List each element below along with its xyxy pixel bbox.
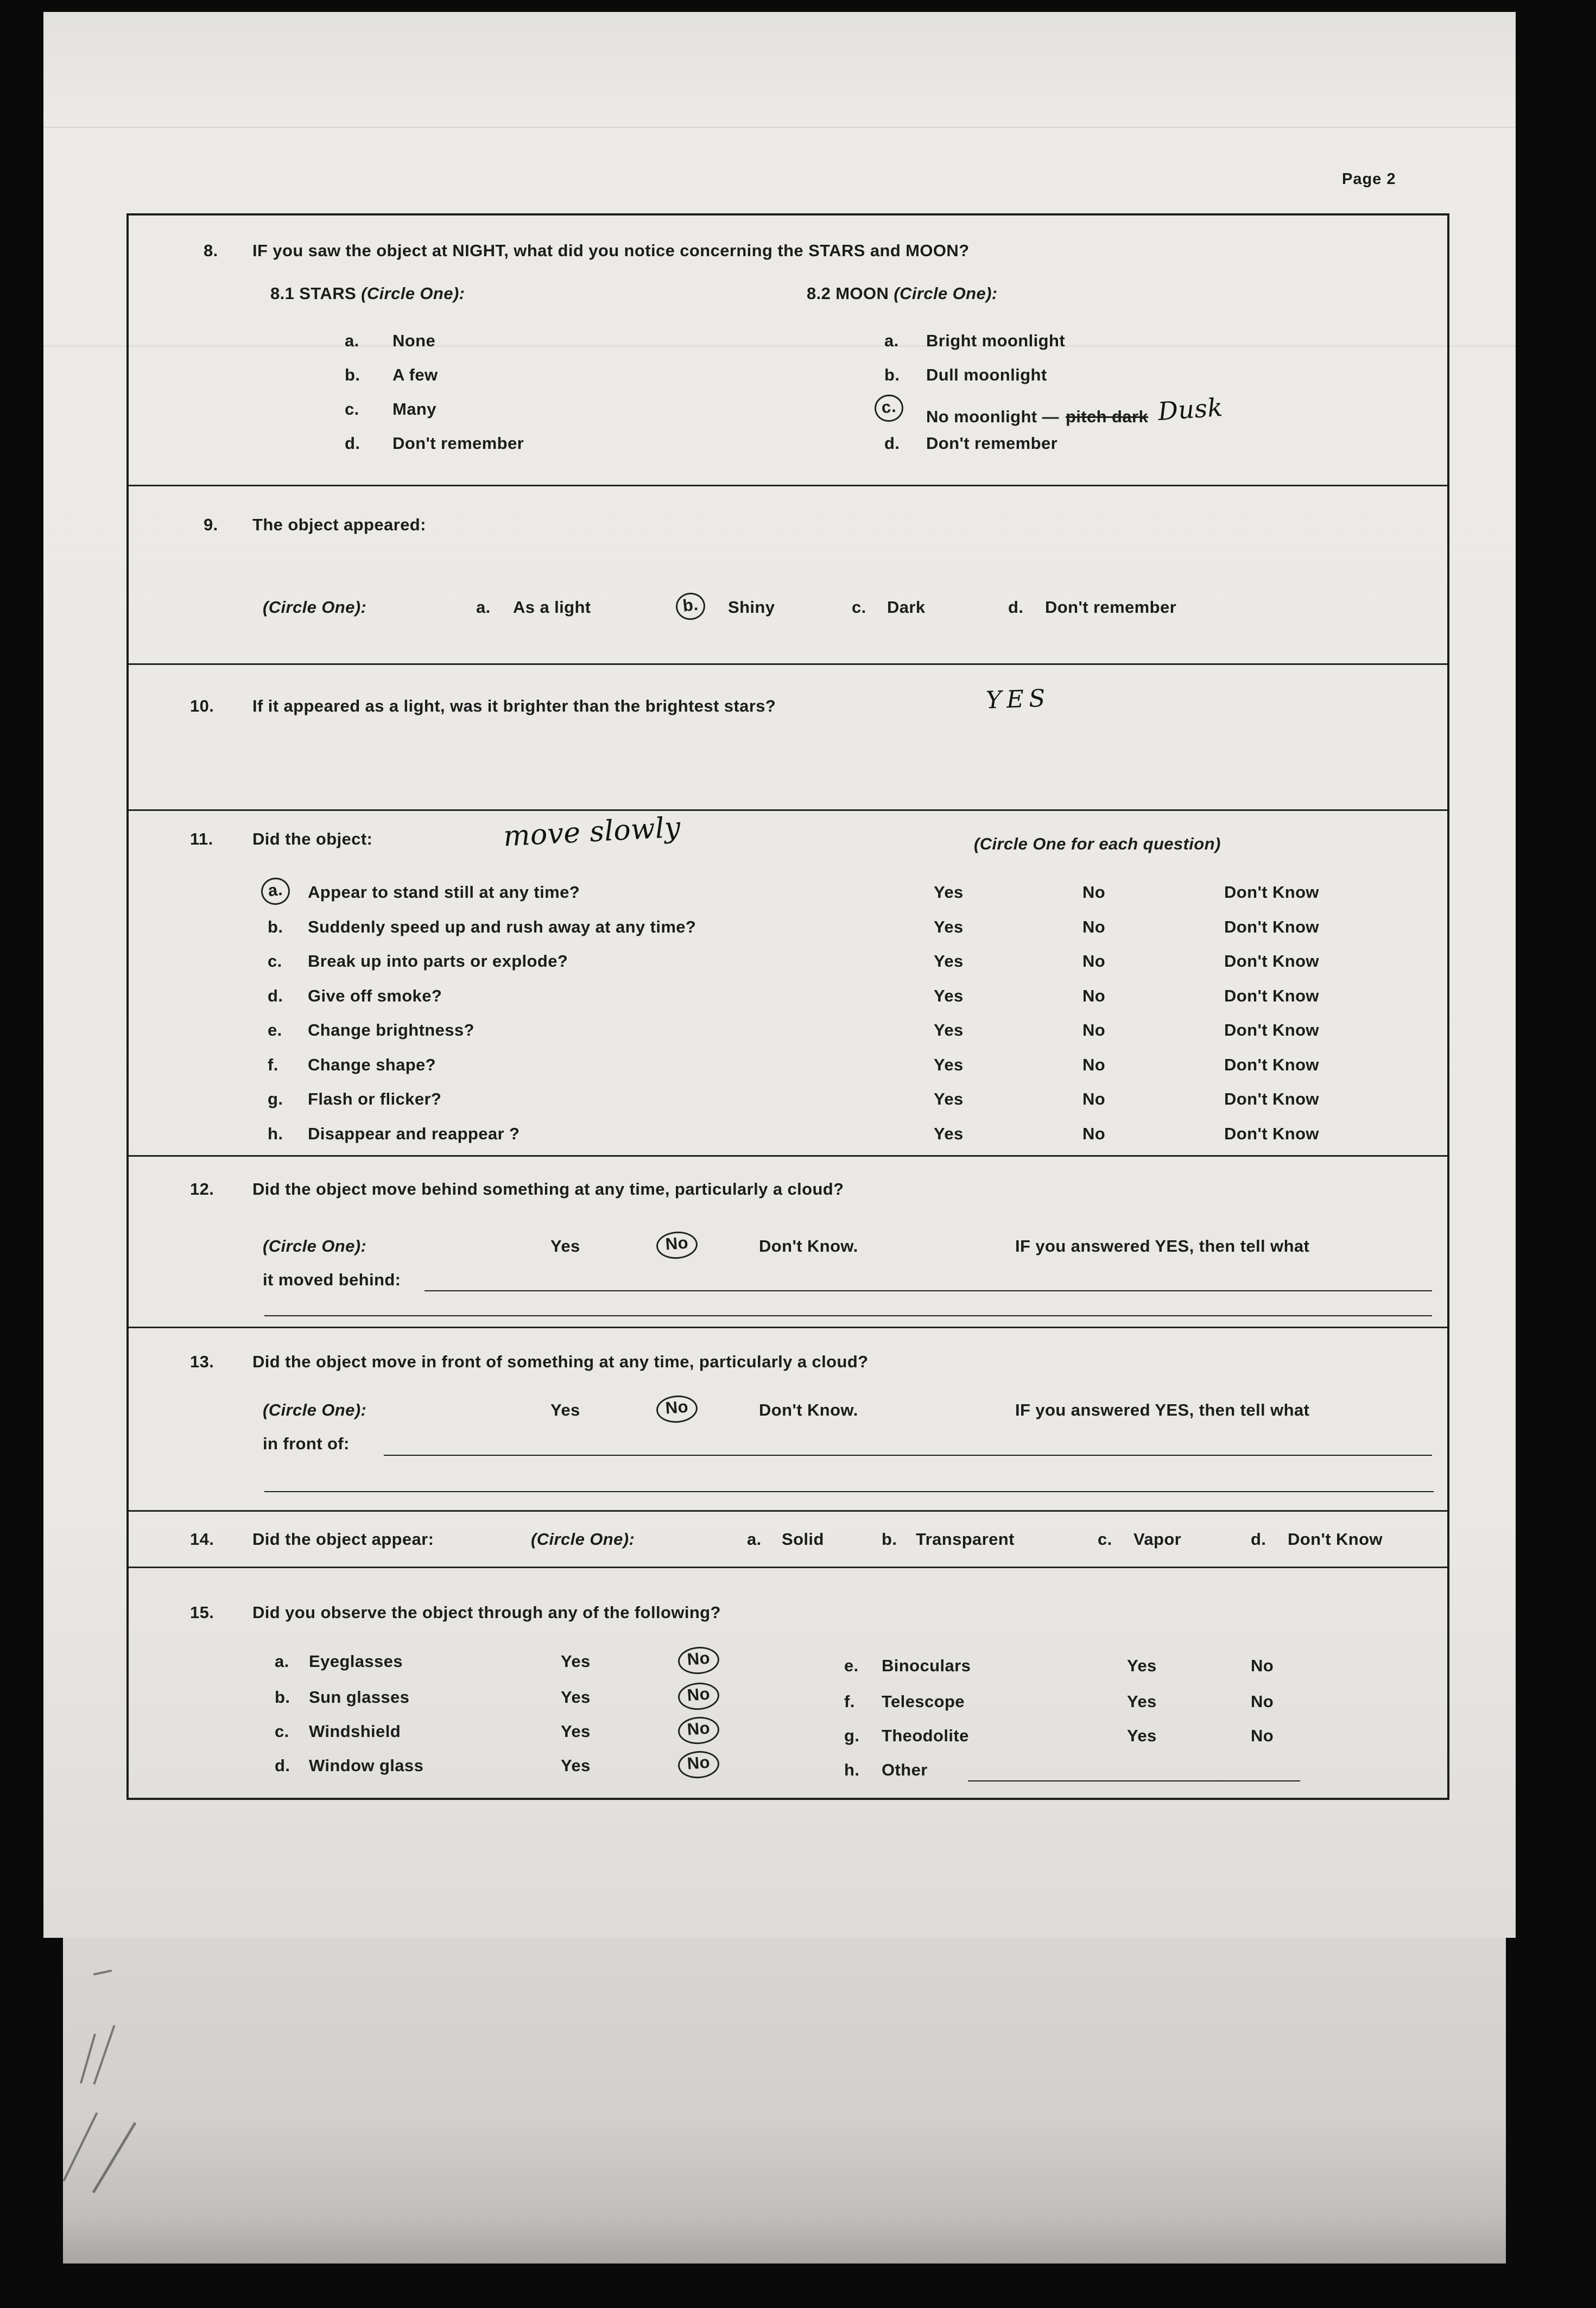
circled-answer-no: [655, 1394, 698, 1424]
if-yes-instruction: IF you answered YES, then tell what: [1015, 1237, 1310, 1256]
question-12-section: [129, 1157, 1447, 1328]
row-letter: e.: [268, 1020, 282, 1039]
option-letter: c.: [345, 400, 359, 419]
tell-what-label: it moved behind:: [263, 1270, 401, 1289]
q11-row-f: [129, 1055, 1447, 1083]
no-option: No: [1082, 986, 1106, 1005]
circle-one-label: (Circle One):: [263, 598, 367, 617]
question-10-section: [129, 665, 1447, 811]
q11-row-a: [129, 879, 1447, 910]
q15-row-3: [129, 1718, 1447, 1749]
q15-row-2: [129, 1684, 1447, 1715]
handwritten-move-slowly: move slowly: [502, 811, 682, 853]
circled-answer-shiny: [675, 591, 707, 622]
yes-option: Yes: [934, 986, 964, 1005]
handwritten-dusk: Dusk: [1157, 392, 1224, 427]
yes-option: Yes: [934, 1089, 964, 1108]
stars-circle-one-label: (Circle One):: [361, 284, 465, 303]
question-text: Did the object move in front of something at any time, particularly a cloud?: [252, 1352, 869, 1371]
circled-answer-no: [655, 1230, 698, 1260]
q15-row-4: [129, 1752, 1447, 1784]
row-label: Windshield: [309, 1722, 401, 1741]
option-label: Many: [392, 400, 436, 419]
option-label: Dark: [887, 598, 926, 617]
option-label: A few: [392, 365, 438, 384]
row-label: Binoculars: [882, 1656, 971, 1675]
circle-one-label: (Circle One):: [263, 1400, 367, 1419]
circled-answer-no: [677, 1645, 720, 1675]
circled-answer-no: [677, 1715, 720, 1745]
row-letter: h.: [844, 1760, 860, 1779]
row-letter: g.: [268, 1089, 283, 1108]
dont-know-option: Don't Know.: [759, 1400, 858, 1419]
question-text: Did you observe the object through any of the following?: [252, 1603, 721, 1622]
q11-row-b: [129, 917, 1447, 945]
question-11-section: [129, 811, 1447, 1157]
scan-mark: [93, 1970, 112, 1976]
row-letter: e.: [844, 1656, 859, 1675]
no-option: No: [664, 1397, 689, 1418]
yes-option: Yes: [934, 917, 964, 936]
option-label-composite: [926, 392, 1224, 429]
option-letter: c.: [1098, 1530, 1112, 1549]
yes-option: Yes: [934, 883, 964, 902]
option-label: Solid: [782, 1530, 824, 1549]
no-option: No: [664, 1233, 689, 1254]
yes-option: Yes: [550, 1237, 580, 1256]
no-option: No: [686, 1648, 711, 1669]
option-letter: b.: [882, 1530, 897, 1549]
lower-sheet: [63, 1938, 1506, 2263]
no-option: No: [686, 1684, 711, 1705]
option-label: Transparent: [916, 1530, 1015, 1549]
question-number: 13.: [190, 1352, 214, 1371]
scan-seam-line: [43, 126, 1516, 128]
yes-option: Yes: [934, 952, 964, 971]
question-number: 11.: [190, 829, 213, 848]
q11-row-h: [129, 1124, 1447, 1152]
row-letter: a.: [267, 879, 284, 901]
option-label: Shiny: [728, 598, 775, 617]
no-option: No: [686, 1718, 711, 1739]
option-label: As a light: [513, 598, 591, 617]
blank-answer-line[interactable]: [264, 1315, 1432, 1316]
option-letter: a.: [345, 331, 359, 350]
moon-heading-text: 8.2 MOON: [807, 284, 889, 303]
yes-option: Yes: [561, 1688, 591, 1707]
option-label: Don't remember: [1045, 598, 1177, 617]
page-number: Page 2: [1342, 170, 1396, 188]
no-option: No: [1082, 1020, 1106, 1039]
row-label: Flash or flicker?: [308, 1089, 442, 1108]
no-option: No: [1082, 1124, 1106, 1143]
dont-know-option: Don't Know: [1224, 986, 1319, 1005]
option-label: Bright moonlight: [926, 331, 1066, 350]
question-text: Did the object appear:: [252, 1530, 434, 1549]
no-option: No: [1251, 1656, 1274, 1675]
blank-answer-line[interactable]: [264, 1491, 1434, 1492]
stars-heading: [270, 283, 465, 303]
row-letter: b.: [275, 1688, 290, 1707]
yes-option: Yes: [934, 1020, 964, 1039]
option-letter: a.: [884, 331, 899, 350]
dont-know-option: Don't Know.: [759, 1237, 858, 1256]
option-letter: b.: [345, 365, 360, 384]
row-letter: c.: [268, 952, 282, 971]
no-option: No: [1082, 883, 1106, 902]
q11-row-d: [129, 986, 1447, 1014]
if-yes-instruction: IF you answered YES, then tell what: [1015, 1400, 1310, 1419]
question-text: If it appeared as a light, was it brighter than the brightest stars?: [252, 696, 776, 715]
dont-know-option: Don't Know: [1224, 1020, 1319, 1039]
scan-mark: [92, 2122, 137, 2193]
row-label: Other: [882, 1760, 928, 1779]
scan-mark: [80, 2033, 96, 2083]
row-label: Disappear and reappear ?: [308, 1124, 520, 1143]
no-option: No: [1082, 952, 1106, 971]
option-label: Vapor: [1133, 1530, 1182, 1549]
option-label: Don't Know: [1288, 1530, 1383, 1549]
yes-option: Yes: [934, 1124, 964, 1143]
option-label: Dull moonlight: [926, 365, 1047, 384]
question-text: The object appeared:: [252, 515, 426, 534]
row-letter: b.: [268, 917, 283, 936]
row-label: Theodolite: [882, 1726, 969, 1745]
no-option: No: [686, 1752, 711, 1773]
row-letter: f.: [268, 1055, 278, 1074]
no-option: No: [1082, 917, 1106, 936]
circle-one-label: (Circle One):: [531, 1530, 635, 1549]
option-label: Don't remember: [926, 434, 1058, 453]
row-label: Appear to stand still at any time?: [308, 883, 580, 902]
question-9-section: [129, 486, 1447, 665]
option-letter: d.: [1008, 598, 1024, 617]
no-option: No: [1251, 1726, 1274, 1745]
circled-answer-moon-c: [873, 393, 905, 423]
row-letter: h.: [268, 1124, 283, 1143]
question-text: Did the object move behind something at any time, particularly a cloud?: [252, 1180, 844, 1199]
row-label: Give off smoke?: [308, 986, 442, 1005]
row-label: Sun glasses: [309, 1688, 410, 1707]
question-13-section: [129, 1328, 1447, 1512]
no-option: No: [1082, 1089, 1106, 1108]
option-letter: c.: [852, 598, 866, 617]
row-label: Eyeglasses: [309, 1652, 403, 1671]
question-number: 12.: [190, 1180, 214, 1199]
yes-option: Yes: [550, 1400, 580, 1419]
row-label: Break up into parts or explode?: [308, 952, 568, 971]
blank-answer-line[interactable]: [425, 1290, 1432, 1291]
moon-circle-one-label: (Circle One):: [894, 284, 998, 303]
row-letter: f.: [844, 1692, 855, 1711]
yes-option: Yes: [561, 1652, 591, 1671]
scanned-paper: [43, 12, 1516, 1938]
row-label: Suddenly speed up and rush away at any time?: [308, 917, 696, 936]
option-letter: c.: [880, 396, 897, 417]
row-letter: c.: [275, 1722, 289, 1741]
question-number: 8.: [204, 241, 218, 260]
question-number: 10.: [190, 696, 214, 715]
dont-know-option: Don't Know: [1224, 952, 1319, 971]
row-letter: d.: [275, 1756, 290, 1775]
yes-option: Yes: [561, 1722, 591, 1741]
option-label: Don't remember: [392, 434, 524, 453]
row-label: Telescope: [882, 1692, 965, 1711]
row-label: Change brightness?: [308, 1020, 474, 1039]
option-letter: b.: [681, 594, 699, 616]
scan-mark: [63, 2112, 98, 2182]
handwritten-yes: YES: [985, 684, 1051, 715]
option-letter: d.: [884, 434, 900, 453]
other-blank-line[interactable]: [968, 1780, 1300, 1781]
dont-know-option: Don't Know: [1224, 917, 1319, 936]
row-letter: d.: [268, 986, 283, 1005]
row-letter: a.: [275, 1652, 289, 1671]
circled-answer-a: [260, 876, 292, 906]
dont-know-option: Don't Know: [1224, 1055, 1319, 1074]
scan-mark: [93, 2025, 115, 2084]
q11-row-g: [129, 1089, 1447, 1117]
option-letter: a.: [747, 1530, 762, 1549]
q11-row-c: [129, 951, 1447, 979]
option-letter: a.: [476, 598, 491, 617]
question-number: 15.: [190, 1603, 214, 1622]
q11-row-e: [129, 1020, 1447, 1048]
question-text: Did the object:: [252, 829, 373, 848]
row-label: Change shape?: [308, 1055, 436, 1074]
question-14-section: [129, 1512, 1447, 1568]
circled-answer-no: [677, 1749, 720, 1779]
question-8-section: [129, 215, 1447, 486]
no-option: No: [1251, 1692, 1274, 1711]
dont-know-option: Don't Know: [1224, 1089, 1319, 1108]
yes-option: Yes: [1127, 1692, 1157, 1711]
circle-one-label: (Circle One):: [263, 1237, 367, 1256]
questionnaire-form: [126, 213, 1449, 1800]
option-letter: b.: [884, 365, 900, 384]
stars-heading-text: 8.1 STARS: [270, 284, 357, 303]
option-letter: d.: [1251, 1530, 1266, 1549]
option-letter: d.: [345, 434, 360, 453]
row-label: Window glass: [309, 1756, 424, 1775]
circled-answer-no: [677, 1681, 720, 1711]
struck-text: pitch dark: [1065, 407, 1149, 426]
option-label: None: [392, 331, 436, 350]
blank-answer-line[interactable]: [384, 1455, 1432, 1456]
question-number: 9.: [204, 515, 218, 534]
yes-option: Yes: [561, 1756, 591, 1775]
moon-heading: [807, 283, 998, 303]
tell-what-label: in front of:: [263, 1434, 350, 1453]
row-letter: g.: [844, 1726, 860, 1745]
question-text: IF you saw the object at NIGHT, what did you notice concerning the STARS and MOON?: [252, 241, 970, 260]
yes-option: Yes: [1127, 1656, 1157, 1675]
dont-know-option: Don't Know: [1224, 883, 1319, 902]
question-15-section: [129, 1568, 1447, 1798]
option-label: No moonlight —: [926, 407, 1059, 426]
yes-option: Yes: [1127, 1726, 1157, 1745]
q15-row-1: [129, 1648, 1447, 1679]
instruction-label: (Circle One for each question): [974, 834, 1221, 853]
dont-know-option: Don't Know: [1224, 1124, 1319, 1143]
question-number: 14.: [190, 1530, 214, 1549]
no-option: No: [1082, 1055, 1106, 1074]
yes-option: Yes: [934, 1055, 964, 1074]
